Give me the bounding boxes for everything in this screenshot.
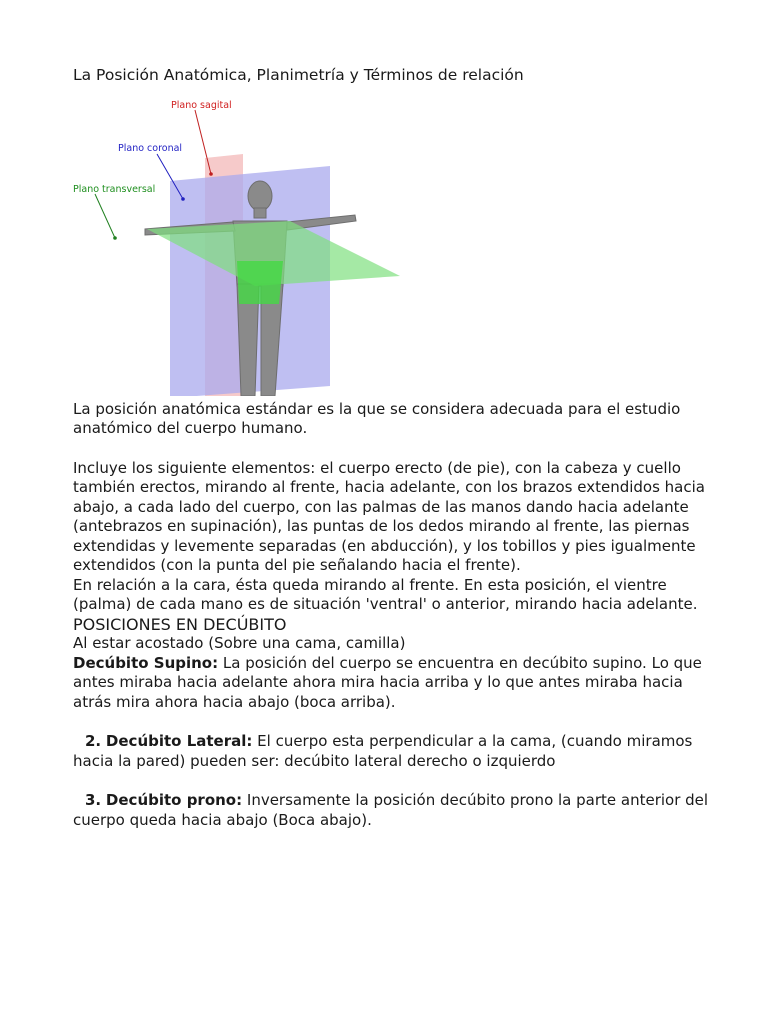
section-heading-text: POSICIONES EN DECÚBITO (73, 614, 287, 634)
prono-text: Inversamente la posición decúbito prono la parte anterior del cuerpo queda hacia abajo (Boca abajo). (73, 791, 709, 829)
transverse-leader (95, 194, 115, 238)
supino-term: Decúbito Supino: (73, 653, 219, 672)
transverse-label: Plano transversal (73, 183, 156, 195)
sagittal-dot (209, 172, 213, 176)
spacer (73, 771, 713, 791)
lateral-term: Decúbito Lateral: (105, 732, 253, 750)
document-title: La Posición Anatómica, Planimetría y Términos de relación (73, 66, 524, 84)
section-intro: Al estar acostado (Sobre una cama, camilla) (73, 634, 406, 652)
document-page (73, 66, 713, 830)
section-heading (73, 615, 713, 635)
supino-item (73, 654, 713, 713)
sagittal-leader (195, 110, 211, 174)
coronal-dot (181, 197, 185, 201)
prono-item (73, 791, 713, 830)
supino-text: La posición del cuerpo se encuentra en decúbito supino. Lo que antes miraba hacia adelante ahora mira hacia arriba y lo que antes miraba hacia atrás mira ahora hacia abajo (boca arriba). (73, 653, 702, 711)
prono-number: 3. (85, 791, 102, 809)
spacer (73, 439, 713, 459)
lateral-text: El cuerpo esta perpendicular a la cama, (cuando miramos hacia la pared) pueden ser: decúbito lateral derecho o izquierdo (73, 732, 693, 770)
sagittal-label: Plano sagital (171, 99, 232, 111)
spacer (73, 712, 713, 732)
paragraph-elements: Incluye los siguiente elementos: el cuerpo erecto (de pie), con la cabeza y cuello también erectos, mirando al frente, hacia adelante, con los brazos extendidos hacia abajo, a cada lado del cuerpo, con las palmas de las manos dando hacia adelante (antebrazos en supinación), las puntas de los dedos mirando al frente, las piernas extendidas y levemente separadas (en abducción), y los tobillos y pies igualmente extendidos (con la punta del pie señalando hacia el frente). (73, 458, 705, 574)
pelvis-highlight (237, 261, 283, 304)
lateral-number: 2. (85, 732, 102, 750)
transverse-dot (113, 236, 117, 240)
lateral-item (73, 732, 713, 771)
anatomical-planes-illustration (65, 96, 405, 396)
coronal-label: Plano coronal (118, 142, 183, 154)
anatomical-planes-figure (65, 96, 405, 396)
paragraph-definition: La posición anatómica estándar es la que se considera adecuada para el estudio anatómico del cuerpo humano. (73, 399, 681, 437)
prono-term: Decúbito prono: (105, 791, 243, 809)
paragraph-face: En relación a la cara, ésta queda mirando al frente. En esta posición, el vientre (palma) de cada mano es de situación 'ventral' o anterior, mirando hacia adelante. (73, 575, 698, 613)
